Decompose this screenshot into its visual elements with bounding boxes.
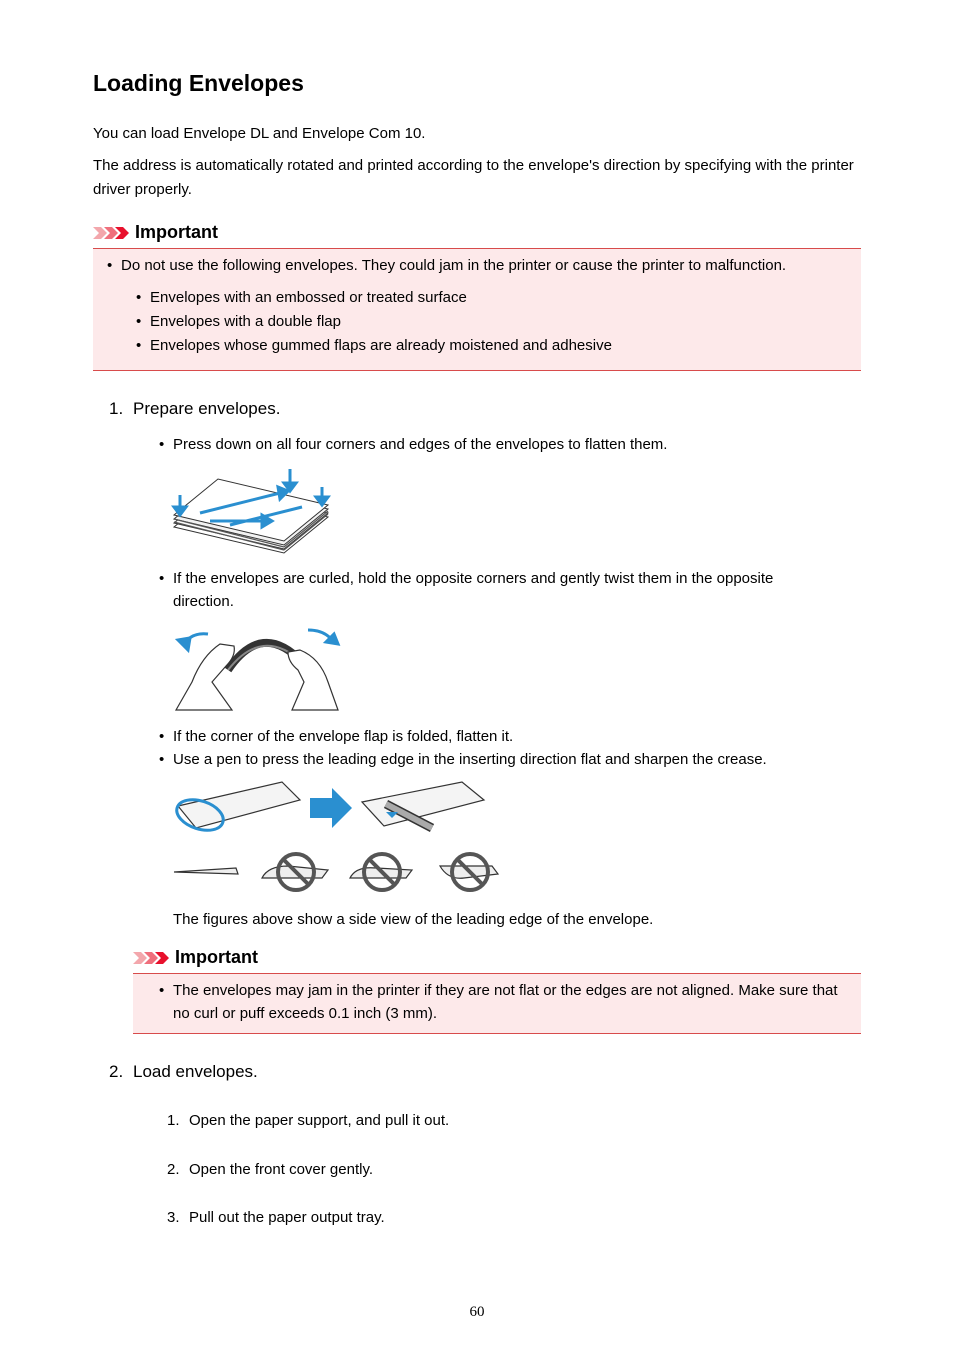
flatten-envelopes-illustration xyxy=(170,465,332,557)
important-sub-item: • Envelopes with an embossed or treated surface xyxy=(136,289,467,306)
step-1-bullet: • If the envelopes are curled, hold the opposite corners and gently twist them in the opposite direction. xyxy=(159,570,774,610)
important-main-item: • The envelopes may jam in the printer if they are not flat or the edges are not aligned. Make sure that no curl or puff exceeds 0.1 inch (3 mm). xyxy=(159,982,838,1022)
substep: 1. Open the paper support, and pull it out. xyxy=(167,1112,450,1129)
pen-flatten-illustration xyxy=(172,778,492,836)
intro-paragraph-1: You can load Envelope DL and Envelope Com 10. xyxy=(93,125,426,142)
important-heading xyxy=(133,947,258,968)
important-arrows-icon xyxy=(93,225,131,241)
side-view-edges-illustration xyxy=(172,850,502,896)
figure-caption: The figures above show a side view of the leading edge of the envelope. xyxy=(173,911,654,928)
page-title: Loading Envelopes xyxy=(93,70,304,96)
important-heading-text: Important xyxy=(135,222,218,242)
twist-envelopes-illustration xyxy=(172,622,344,712)
substep: 3. Pull out the paper output tray. xyxy=(167,1209,385,1226)
important-box xyxy=(133,973,861,1034)
important-sub-item: • Envelopes whose gummed flaps are already moistened and adhesive xyxy=(136,337,612,354)
step-1: 1. Prepare envelopes. xyxy=(109,399,281,418)
important-box xyxy=(93,248,861,371)
step-1-label: Prepare envelopes. xyxy=(133,399,281,418)
important-main-item: • Do not use the following envelopes. They could jam in the printer or cause the printer to malfunction. xyxy=(107,257,787,274)
intro-paragraph-2: The address is automatically rotated and printed according to the envelope's direction by specifying with the printer driver properly. xyxy=(93,157,854,198)
step-1-bullet: • Press down on all four corners and edges of the envelopes to flatten them. xyxy=(159,436,668,453)
important-heading xyxy=(93,222,218,243)
step-1-bullet: • If the corner of the envelope flap is folded, flatten it. xyxy=(159,728,514,745)
important-arrows-icon xyxy=(133,950,171,966)
important-heading-text: Important xyxy=(175,947,258,967)
step-2: 2. Load envelopes. xyxy=(109,1062,258,1081)
substep: 2. Open the front cover gently. xyxy=(167,1161,373,1178)
page-number: 60 xyxy=(469,1304,485,1320)
step-1-bullet: • Use a pen to press the leading edge in the inserting direction flat and sharpen the crease. xyxy=(159,751,767,768)
important-sub-item: • Envelopes with a double flap xyxy=(136,313,341,330)
step-2-label: Load envelopes. xyxy=(133,1062,258,1081)
